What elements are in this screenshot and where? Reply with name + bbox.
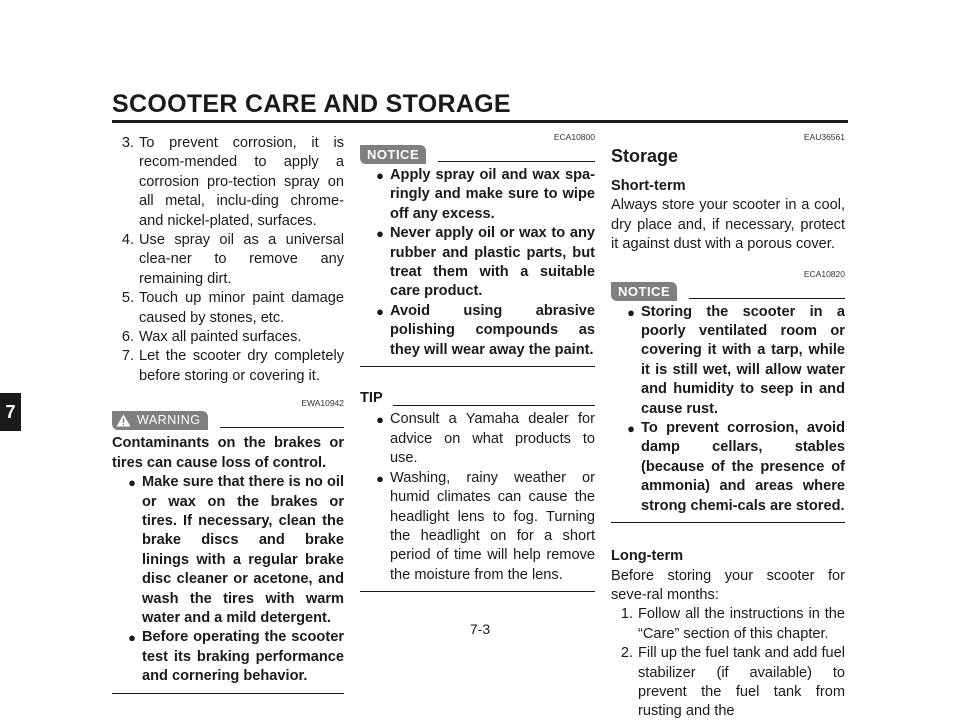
warning-triangle-icon — [116, 414, 131, 427]
list-item: ● Before operating the scooter test its braking performance and cornering behavior. — [112, 628, 344, 686]
bullet-icon: ● — [376, 303, 384, 319]
list-item: 4. Use spray oil as a universal clea-ner to remove any remaining dirt. — [121, 232, 344, 287]
warning-header-rule — [220, 427, 344, 428]
notice-header-rule — [438, 161, 595, 162]
list-item: 3. To prevent corrosion, it is recom-mended to apply a corrosion pro-tection spray on all metal, inclu-ding chrome- and nickel-plated, surfaces. — [121, 135, 344, 229]
chapter-tab: 7 — [0, 393, 21, 431]
bullet-icon: ● — [376, 412, 384, 428]
long-term-heading: Long-term — [611, 548, 684, 565]
list-item: ● Storing the scooter in a poorly ventilated room or covering it with a tarp, while it is still wet, will allow water and humidity to seep in and cause rust. — [611, 303, 845, 419]
bullet-icon: ● — [376, 168, 384, 183]
notice-header-rule — [689, 298, 845, 299]
short-term-heading: Short-term — [611, 178, 686, 194]
tip-label: TIP — [360, 390, 383, 407]
list-item: ● Make sure that there is no oil or wax on the brakes or tires. If necessary, clean the brake discs and brake linings with a regular brake disc cleaner or acetone, and wash the tires with warm water and a mild detergent. — [112, 473, 344, 628]
warning-intro: Contaminants on the brakes or tires can cause loss of control. — [112, 435, 344, 471]
tip-header — [360, 389, 595, 408]
bullet-icon: ● — [627, 421, 635, 437]
list-item: ● Consult a Yamaha dealer for advice on what products to use. — [360, 410, 595, 468]
page-number: 7-3 — [469, 621, 491, 637]
notice-header — [611, 282, 845, 301]
notice-end-rule — [360, 366, 595, 367]
bullet-icon: ● — [627, 304, 635, 320]
notice-badge: NOTICE — [360, 145, 426, 164]
list-item: 2. Fill up the fuel tank and add fuel stabilizer (if available) to prevent the fuel tank from rusting and the — [620, 645, 845, 720]
list-item: ● Apply spray oil and wax spa-ringly and make sure to wipe off any excess. — [360, 166, 595, 224]
list-item: ● To prevent corrosion, avoid damp cellars, stables (because of the presence of ammonia) and areas where strong chemi-cals are stored. — [611, 419, 845, 516]
tip-header-rule — [393, 405, 595, 406]
header-rule — [112, 120, 848, 123]
tip-list — [360, 410, 595, 585]
warning-list — [112, 473, 344, 686]
warning-badge — [112, 411, 208, 430]
column-2 — [360, 132, 595, 592]
list-item: 6. Wax all painted surfaces. — [121, 329, 302, 346]
list-item: ● Avoid using abrasive polishing compounds as they will wear away the paint. — [360, 302, 595, 360]
notice-header — [360, 145, 595, 164]
warning-label: WARNING — [137, 413, 201, 428]
notice-code: ECA10820 — [803, 268, 845, 279]
notice-list — [360, 166, 595, 360]
warning-code: EWA10942 — [301, 398, 344, 409]
short-term-text: Always store your scooter in a cool, dry place and, if necessary, protect it against dust with a porous cover. — [611, 197, 845, 253]
long-term-text: Before storing your scooter for seve-ral months: — [611, 567, 845, 603]
notice-end-rule — [611, 522, 845, 523]
page-header-title: SCOOTER CARE AND STORAGE — [112, 90, 511, 118]
tip-end-rule — [360, 591, 595, 592]
bullet-icon: ● — [376, 470, 384, 486]
list-item: 7. Let the scooter dry completely before storing or covering it. — [121, 348, 344, 384]
section-title: Storage — [611, 146, 679, 166]
bullet-icon: ● — [376, 226, 384, 242]
bullet-icon: ● — [128, 630, 136, 646]
warning-end-rule — [112, 693, 344, 694]
care-steps-list — [112, 134, 344, 386]
notice-badge: NOTICE — [611, 282, 677, 301]
list-item: 5. Touch up minor paint damage caused by stones, etc. — [121, 290, 344, 326]
warning-header — [112, 411, 344, 430]
list-item: 1. Follow all the instructions in the “Care” section of this chapter. — [620, 606, 845, 642]
bullet-icon: ● — [128, 475, 136, 491]
list-item: ● Washing, rainy weather or humid climates can cause the headlight lens to fog. Turning the headlight on for a short period of time will help remove the moisture from the lens. — [360, 469, 595, 585]
list-item: ● Never apply oil or wax to any rubber and plastic parts, but treat them with a suitable care product. — [360, 224, 595, 302]
column-1 — [112, 132, 344, 694]
notice-code: ECA10800 — [553, 132, 595, 142]
section-code: EAU36561 — [803, 132, 845, 142]
notice-list — [611, 303, 845, 516]
